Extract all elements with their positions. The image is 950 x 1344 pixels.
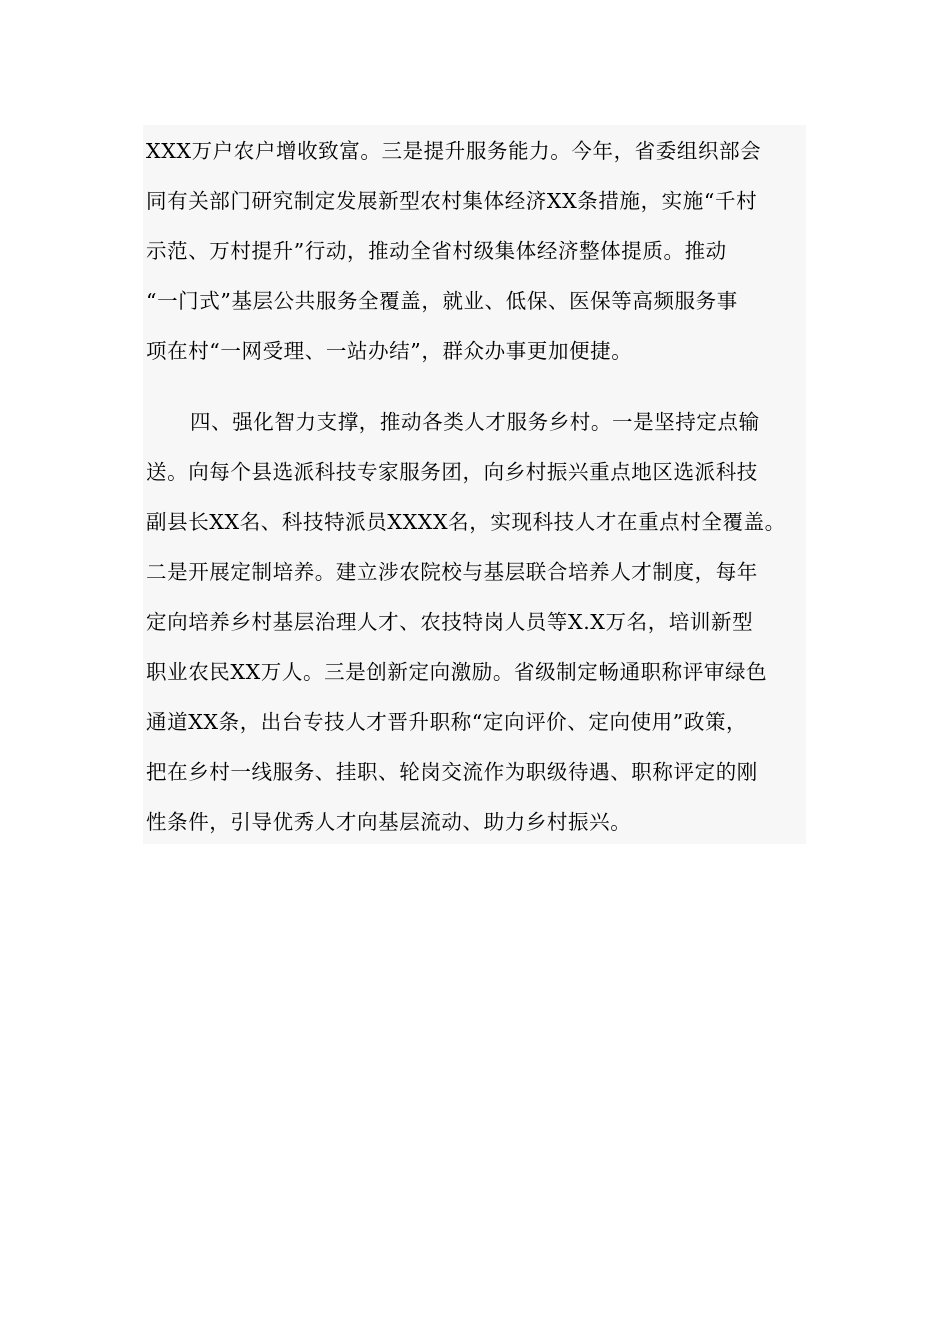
paragraph-line: 职业农民XX万人。三是创新定向激励。省级制定畅通职称评审绿色	[146, 660, 768, 684]
paragraph-line: 定向培养乡村基层治理人才、农技特岗人员等X.X万名，培训新型	[146, 610, 754, 634]
paragraph-line: 把在乡村一线服务、挂职、轮岗交流作为职级待遇、职称评定的刚	[146, 760, 758, 784]
paragraph-line: “一门式”基层公共服务全覆盖，就业、低保、医保等高频服务事	[146, 289, 738, 313]
paragraph-line: XXX万户农户增收致富。三是提升服务能力。今年，省委组织部会	[146, 139, 762, 163]
paragraph-line: 四、强化智力支撑，推动各类人才服务乡村。一是坚持定点输	[190, 410, 760, 434]
paragraph-line: 通道XX条，出台专技人才晋升职称“定向评价、定向使用”政策，	[146, 710, 748, 734]
paragraph-line: 项在村“一网受理、一站办结”，群众办事更加便捷。	[146, 339, 633, 363]
text-block	[143, 125, 806, 844]
paragraph-line: 副县长XX名、科技特派员XXXX名，实现科技人才在重点村全覆盖。	[146, 510, 786, 534]
paragraph-line: 送。向每个县选派科技专家服务团，向乡村振兴重点地区选派科技	[146, 460, 758, 484]
paragraph-line: 示范、万村提升”行动，推动全省村级集体经济整体提质。推动	[146, 239, 727, 263]
paragraph-line: 同有关部门研究制定发展新型农村集体经济XX条措施，实施“千村	[146, 189, 758, 213]
paragraph-line: 性条件，引导优秀人才向基层流动、助力乡村振兴。	[146, 810, 632, 834]
paragraph-line: 二是开展定制培养。建立涉农院校与基层联合培养人才制度，每年	[146, 560, 758, 584]
